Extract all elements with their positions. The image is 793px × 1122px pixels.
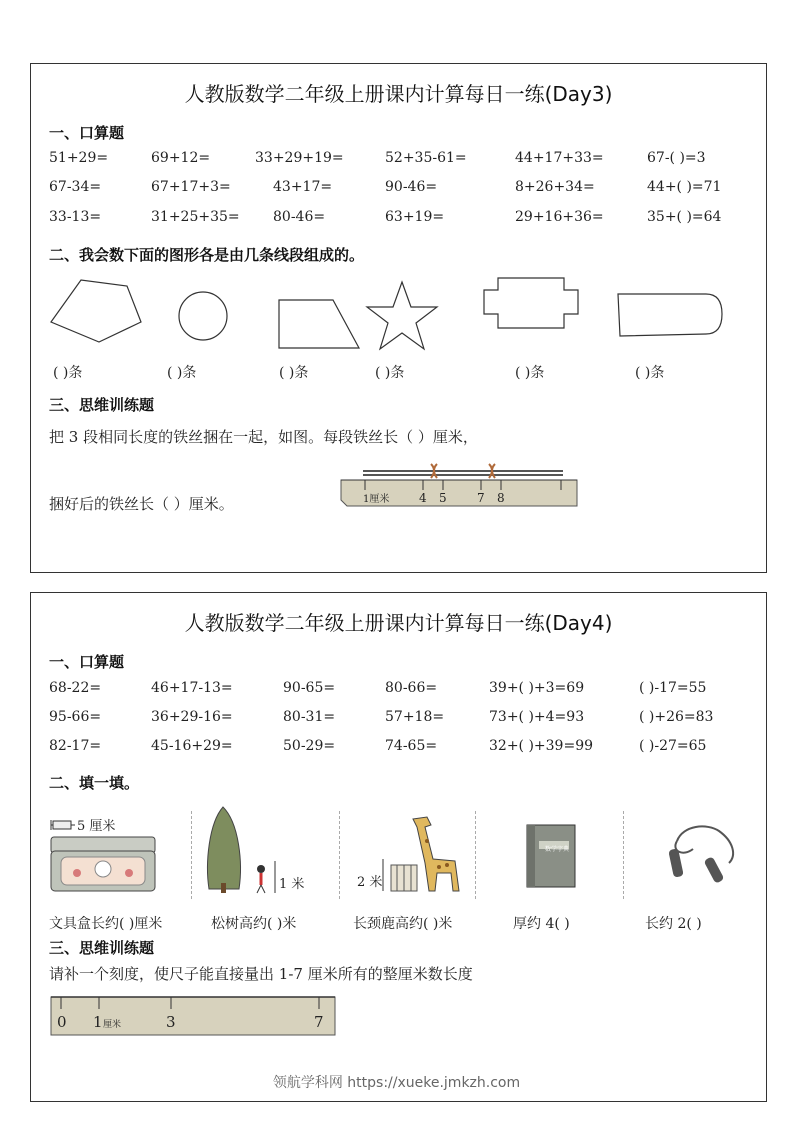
- calc-item: ( )+26=83: [639, 709, 714, 725]
- calc-item: ( )-17=55: [639, 680, 707, 696]
- calc-item: 44+17+33=: [515, 150, 604, 166]
- calc-item: 8+26+34=: [515, 179, 595, 195]
- calc-item: 57+18=: [385, 709, 445, 725]
- section-heading-oral-calc: 一、口算题: [49, 653, 125, 671]
- jump-rope-figure: [663, 821, 745, 885]
- ruler-label: 3: [166, 1013, 176, 1031]
- calc-item: 80-46=: [273, 209, 326, 225]
- calc-item: 29+16+36=: [515, 209, 604, 225]
- shape-answer: ( )条: [53, 365, 83, 381]
- ruler-label: 0: [57, 1013, 67, 1031]
- calc-item: 36+29-16=: [151, 709, 233, 725]
- ruler-label: 厘米: [103, 1020, 122, 1030]
- ruler-label: 1厘米: [363, 494, 390, 505]
- calc-item: 67+17+3=: [151, 179, 231, 195]
- divider: [191, 811, 192, 899]
- calc-item: 45-16+29=: [151, 738, 233, 754]
- shape-answer: ( )条: [279, 365, 309, 381]
- length-label: 5 厘米: [77, 819, 116, 834]
- trapezoid-shape: [277, 298, 361, 350]
- page-title: 人教版数学二年级上册课内计算每日一练(Day4): [184, 611, 613, 635]
- calc-item: 63+19=: [385, 209, 445, 225]
- shape-answer: ( )条: [375, 365, 405, 381]
- calc-item: 51+29=: [49, 150, 109, 166]
- calc-item: 39+( )+3=69: [489, 680, 585, 696]
- calc-row: [49, 209, 756, 231]
- fill-answer: 长颈鹿高约( )米: [353, 916, 453, 932]
- pentagon-shape: [49, 278, 143, 344]
- divider: [623, 811, 624, 899]
- calc-item: 50-29=: [283, 738, 336, 754]
- ruler-label: 1: [93, 1013, 103, 1031]
- dictionary-book-figure: [523, 819, 579, 891]
- calc-row: [49, 680, 756, 702]
- notched-rectangle-shape: [482, 276, 580, 330]
- calc-row: [49, 179, 756, 201]
- calc-item: 90-65=: [283, 680, 336, 696]
- shape-answer: ( )条: [635, 365, 665, 381]
- calc-item: 73+( )+4=93: [489, 709, 585, 725]
- question-text: 请补一个刻度，使尺子能直接量出 1-7 厘米所有的整厘米数长度: [49, 965, 473, 983]
- shape-answer: ( )条: [515, 365, 545, 381]
- fill-answer: 文具盒长约( )厘米: [49, 916, 163, 932]
- section-heading-fill-in: 二、填一填。: [49, 774, 140, 792]
- calc-item: 67-( )=3: [647, 150, 706, 166]
- worksheet-day4: [30, 592, 767, 1102]
- circle-shape: [177, 290, 229, 342]
- book-title: 数学字典: [545, 846, 570, 853]
- height-label: 1 米: [279, 877, 305, 892]
- page-title: 人教版数学二年级上册课内计算每日一练(Day3): [184, 82, 613, 106]
- calc-item: 46+17-13=: [151, 680, 233, 696]
- calc-item: 74-65=: [385, 738, 438, 754]
- divider: [475, 811, 476, 899]
- fill-answer: 厚约 4( ): [513, 916, 570, 932]
- calc-row: [49, 150, 756, 172]
- calc-item: 80-66=: [385, 680, 438, 696]
- section-heading-thinking: 三、思维训练题: [49, 939, 155, 957]
- calc-item: 95-66=: [49, 709, 102, 725]
- calc-item: 67-34=: [49, 179, 102, 195]
- calc-row: [49, 709, 756, 731]
- fill-answer: 松树高约( )米: [211, 916, 297, 932]
- calc-item: 80-31=: [283, 709, 336, 725]
- rounded-arrow-shape: [616, 292, 726, 338]
- calc-item: 82-17=: [49, 738, 102, 754]
- calc-item: 69+12=: [151, 150, 211, 166]
- ruler-with-wires-figure: [337, 456, 581, 512]
- calc-item: 43+17=: [273, 179, 333, 195]
- section-heading-oral-calc: 一、口算题: [49, 124, 125, 142]
- tree-figure: [203, 803, 289, 899]
- worksheet-day3: [30, 63, 767, 573]
- calc-item: 52+35-61=: [385, 150, 467, 166]
- divider: [339, 811, 340, 899]
- section-heading-shapes: 二、我会数下面的图形各是由几条线段组成的。: [49, 246, 365, 264]
- question-text: 把 3 段相同长度的铁丝捆在一起，如图。每段铁丝长（ ）厘米，: [49, 428, 478, 446]
- ruler-label: 8: [497, 491, 505, 505]
- calc-item: 68-22=: [49, 680, 102, 696]
- star-shape: [365, 280, 439, 352]
- calc-row: [49, 738, 756, 760]
- fill-answer: 长约 2( ): [645, 916, 702, 932]
- height-label: 2 米: [357, 875, 383, 890]
- ruler-label: 5: [439, 491, 447, 505]
- shape-answer: ( )条: [167, 365, 197, 381]
- calc-item: 31+25+35=: [151, 209, 240, 225]
- footer-watermark: 领航学科网 https://xueke.jmkzh.com: [272, 1075, 521, 1091]
- calc-item: 32+( )+39=99: [489, 738, 594, 754]
- question-text: 捆好后的铁丝长（ ）厘米。: [49, 495, 234, 513]
- ruler-label: 4: [419, 491, 427, 505]
- ruler-figure: [49, 995, 339, 1039]
- ruler-label: 7: [314, 1013, 324, 1031]
- calc-item: 33+29+19=: [255, 150, 344, 166]
- section-heading-thinking: 三、思维训练题: [49, 396, 155, 414]
- ruler-label: 7: [477, 491, 485, 505]
- calc-item: 35+( )=64: [647, 209, 722, 225]
- giraffe-figure: [377, 811, 469, 899]
- calc-item: ( )-27=65: [639, 738, 707, 754]
- calc-item: 90-46=: [385, 179, 438, 195]
- calc-item: 44+( )=71: [647, 179, 722, 195]
- calc-item: 33-13=: [49, 209, 102, 225]
